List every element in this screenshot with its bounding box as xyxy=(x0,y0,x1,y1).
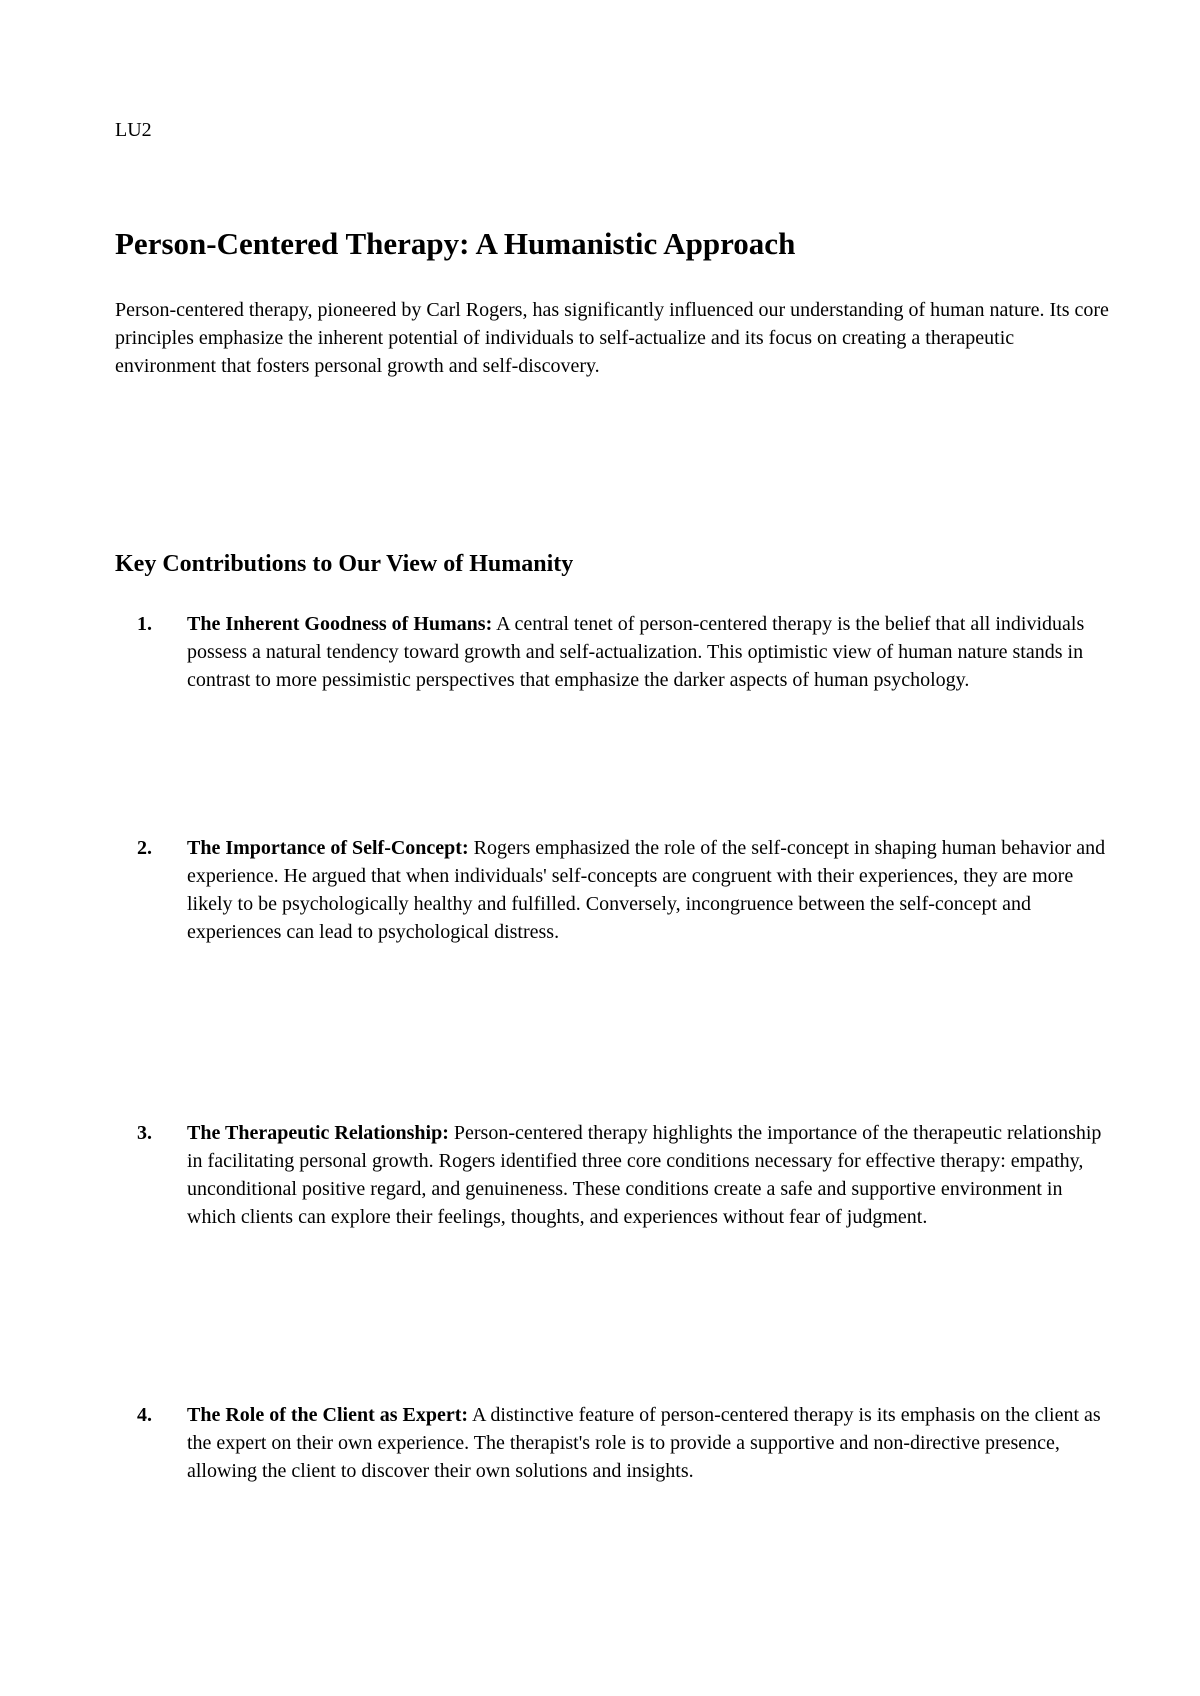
list-item xyxy=(115,1401,1115,1485)
item-title: The Inherent Goodness of Humans: xyxy=(187,613,493,635)
list-item xyxy=(115,610,1115,694)
intro-paragraph: Person-centered therapy, pioneered by Carl Rogers, has significantly influenced our understanding of human nature. Its core principles emphasize the inherent potential of individuals to self-actualize and its focus on creating a therapeutic environment that fosters personal growth and self-discovery. xyxy=(115,299,1109,377)
item-description: Rogers emphasized the role of the self-concept in shaping human behavior and experience. He argued that when individuals' self-concepts are congruent with their experiences, they are more likely to be psychologically healthy and fulfilled. Conversely, incongruence between the self-concept and experiences can lead to psychological distress. xyxy=(187,837,1106,943)
item-title: The Role of the Client as Expert: xyxy=(187,1404,469,1426)
item-body xyxy=(187,1401,1112,1485)
item-number: 2. xyxy=(137,837,152,859)
item-title: The Therapeutic Relationship: xyxy=(187,1122,449,1144)
unit-label: LU2 xyxy=(115,119,152,141)
item-number: 1. xyxy=(137,613,152,635)
item-number: 4. xyxy=(137,1404,152,1426)
list-item xyxy=(115,834,1115,946)
section-heading: Key Contributions to Our View of Humanity xyxy=(115,551,574,577)
item-body xyxy=(187,834,1112,946)
item-description: A central tenet of person-centered therapy is the belief that all individuals possess a natural tendency toward growth and self-actualization. This optimistic view of human nature stands in contrast to more pessimistic perspectives that emphasize the darker aspects of human psychology. xyxy=(187,613,1085,691)
item-number: 3. xyxy=(137,1122,152,1144)
document-title: Person-Centered Therapy: A Humanistic Approach xyxy=(115,226,796,261)
item-body xyxy=(187,610,1112,694)
item-description: Person-centered therapy highlights the importance of the therapeutic relationship in facilitating personal growth. Rogers identified three core conditions necessary for effective therapy: empathy, unconditional positive regard, and genuineness. These conditions create a safe and supportive environment in which clients can explore their feelings, thoughts, and experiences without fear of judgment. xyxy=(187,1122,1102,1228)
item-title: The Importance of Self-Concept: xyxy=(187,837,469,859)
item-description: A distinctive feature of person-centered therapy is its emphasis on the client as the expert on their own experience. The therapist's role is to provide a supportive and non-directive presence, allowing the client to discover their own solutions and insights. xyxy=(187,1404,1101,1482)
list-item xyxy=(115,1119,1115,1231)
item-body xyxy=(187,1119,1112,1231)
